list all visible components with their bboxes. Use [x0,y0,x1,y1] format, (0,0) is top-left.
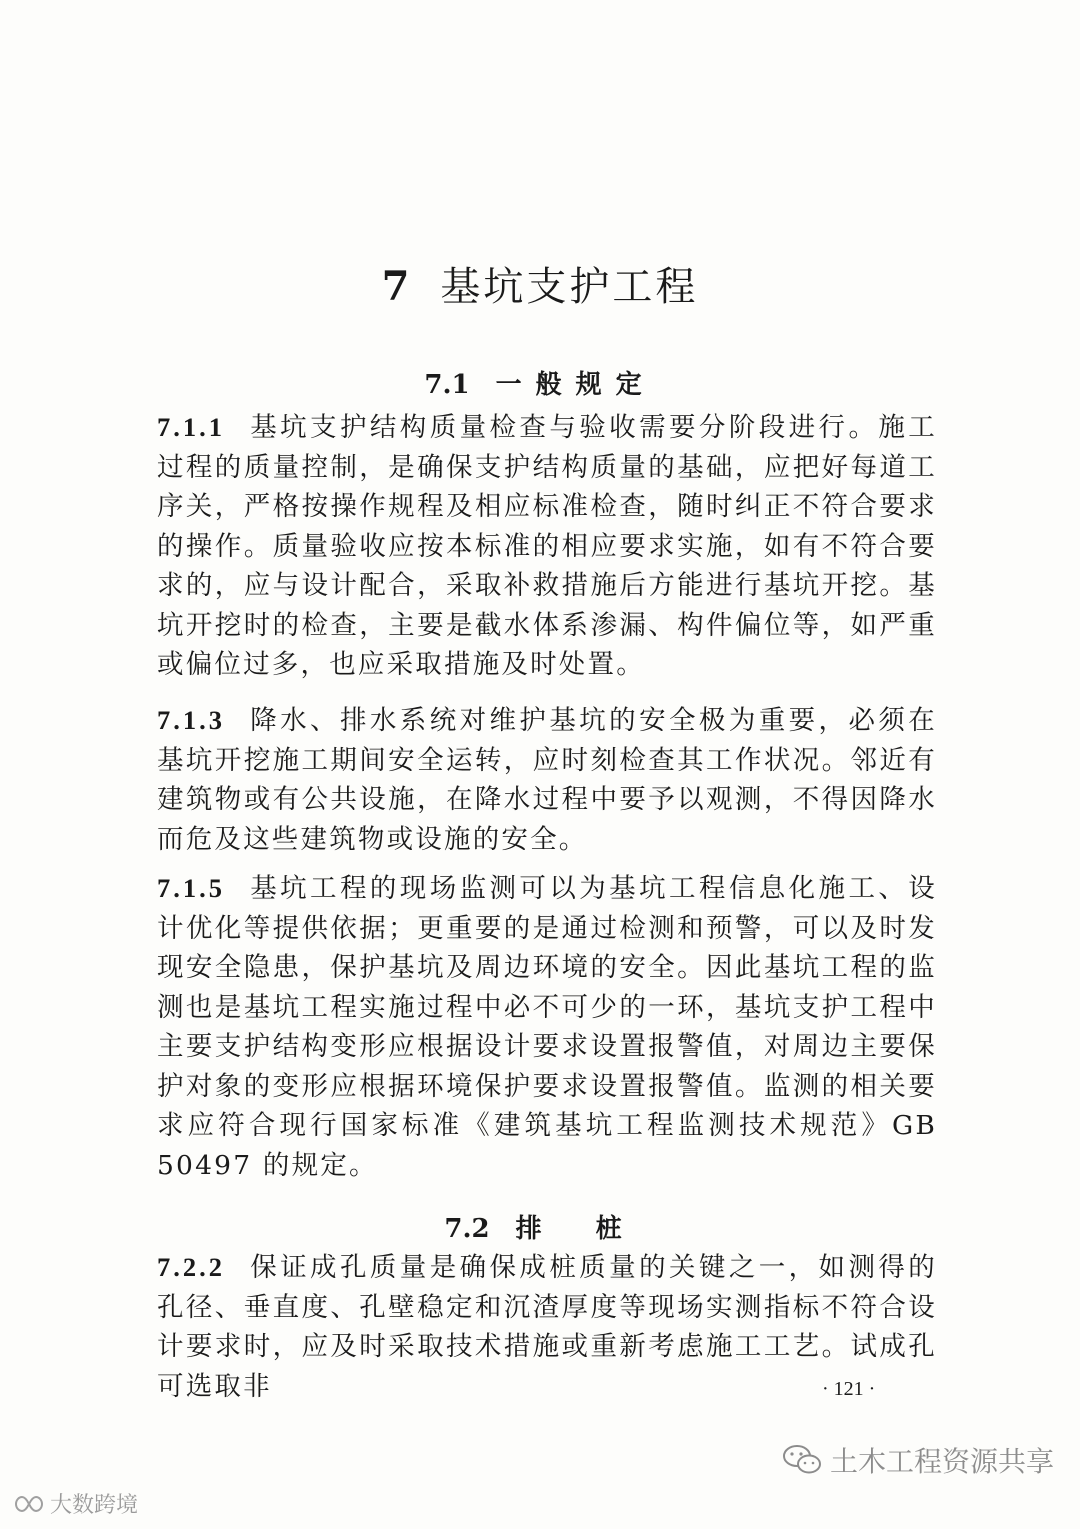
watermark-right [782,1440,1054,1480]
clause-number: 7.1.3 [157,705,225,735]
clause-7-1-3 [157,701,937,859]
clause-number: 7.2.2 [157,1252,225,1282]
chapter-number: 7 [381,262,413,310]
clause-7-1-1 [157,408,937,685]
clause-text: 基坑工程的现场监测可以为基坑工程信息化施工、设计优化等提供依据；更重要的是通过检测和预警，可以及时发现安全隐患，保护基坑及周边环境的安全。因此基坑工程的监测也是基坑工程实施过程中必不可少的一环，基坑支护工程中主要支护结构变形应根据设计要求设置报警值，对周边主要保护对象的变形应根据环境保护要求设置报警值。监测的相关要求应符合现行国家标准《建筑基坑工程监测技术规范》GB 50497 的规定。 [157,873,937,1181]
wechat-icon [782,1443,822,1477]
section-name: 排 桩 [515,1213,636,1244]
page-number: · 121 · [822,1378,876,1400]
infinity-logo-icon [6,1493,46,1515]
section-name: 一般规定 [495,369,656,400]
clause-text: 保证成孔质量是确保成桩质量的关键之一，如测得的孔径、垂直度、孔壁稳定和沉渣厚度等现场实测指标不符合设计要求时，应及时采取技术措施或重新考虑施工工艺。试成孔可选取非 [157,1252,937,1402]
clause-number: 7.1.1 [157,412,225,442]
section-title-7-1 [0,364,1080,401]
watermark-left [6,1488,138,1519]
clause-7-1-5 [157,869,937,1185]
clause-number: 7.1.5 [157,873,225,903]
section-title-7-2 [0,1208,1080,1245]
section-number: 7.1 [424,369,470,400]
chapter-name: 基坑支护工程 [440,263,699,310]
section-number: 7.2 [444,1213,490,1244]
clause-text: 降水、排水系统对维护基坑的安全极为重要，必须在基坑开挖施工期间安全运转，应时刻检查其工作状况。邻近有建筑物或有公共设施，在降水过程中要予以观测，不得因降水而危及这些建筑物或设施的安全。 [157,705,937,855]
watermark-left-text: 大数跨境 [50,1493,139,1518]
chapter-title [0,255,1080,312]
watermark-right-text: 土木工程资源共享 [829,1445,1054,1478]
clause-7-2-2 [157,1248,937,1406]
clause-text: 基坑支护结构质量检查与验收需要分阶段进行。施工过程的质量控制，是确保支护结构质量的基础，应把好每道工序关，严格按操作规程及相应标准检查，随时纠正不符合要求的操作。质量验收应按本标准的相应要求实施，如有不符合要求的，应与设计配合，采取补救措施后方能进行基坑开挖。基坑开挖时的检查，主要是截水体系渗漏、构件偏位等，如严重或偏位过多，也应采取措施及时处置。 [157,412,937,680]
